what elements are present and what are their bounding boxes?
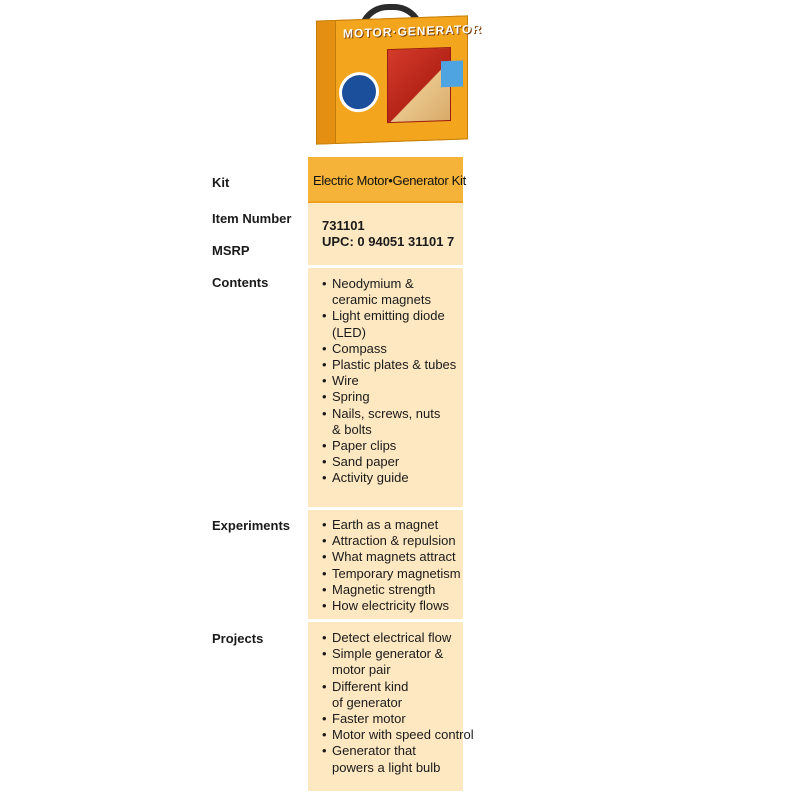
divider-contents xyxy=(308,265,463,268)
label-kit: Kit xyxy=(212,175,230,190)
list-item: • Compass xyxy=(322,341,456,357)
projects-list xyxy=(322,630,474,776)
list-item: (LED) xyxy=(332,324,366,340)
list-item: • Light emitting diode xyxy=(322,308,456,324)
list-item: • Detect electrical flow xyxy=(322,630,474,646)
divider-experiments xyxy=(308,507,463,510)
box-badge xyxy=(339,71,379,112)
experiments-list xyxy=(322,517,461,614)
list-item: motor pair xyxy=(332,662,391,678)
upc-value: UPC: 0 94051 31101 7 xyxy=(322,234,455,249)
label-experiments: Experiments xyxy=(212,518,291,533)
list-item: • Paper clips xyxy=(322,438,456,454)
list-item: • Motor with speed control xyxy=(322,727,474,743)
list-item: • What magnets attract xyxy=(322,549,461,565)
box-spine xyxy=(317,21,336,144)
box-title: MOTOR·GENERATOR xyxy=(343,21,483,41)
list-item: • Faster motor xyxy=(322,711,474,727)
box-sticker xyxy=(441,61,463,88)
label-contents: Contents xyxy=(212,275,269,290)
list-item: • Magnetic strength xyxy=(322,582,461,598)
box-front xyxy=(316,15,483,144)
list-item: • Plastic plates & tubes xyxy=(322,357,456,373)
list-item: ceramic magnets xyxy=(332,292,431,308)
list-item: powers a light bulb xyxy=(332,759,441,775)
product-box-image xyxy=(316,4,483,144)
list-item: • Spring xyxy=(322,389,456,405)
list-item: • Attraction & repulsion xyxy=(322,533,461,549)
list-item: • Earth as a magnet xyxy=(322,517,461,533)
list-item: • Activity guide xyxy=(322,470,456,486)
spec-table xyxy=(308,157,474,791)
label-projects: Projects xyxy=(212,631,264,646)
label-msrp: MSRP xyxy=(212,243,250,258)
list-item: • How electricity flows xyxy=(322,598,461,614)
divider-projects xyxy=(308,619,463,622)
kit-name: Electric Motor•Generator Kit xyxy=(313,173,466,188)
contents-list xyxy=(322,276,456,487)
item-number-value: 731101 xyxy=(322,218,365,233)
list-item: of generator xyxy=(332,694,403,710)
list-item: & bolts xyxy=(332,421,372,437)
list-item: • Temporary magnetism xyxy=(322,566,461,582)
list-item: • Generator that xyxy=(322,743,474,759)
list-item: • Neodymium & xyxy=(322,276,456,292)
list-item: • Sand paper xyxy=(322,454,456,470)
list-item: • Simple generator & xyxy=(322,646,474,662)
list-item: • Nails, screws, nuts xyxy=(322,406,456,422)
label-item-number: Item Number xyxy=(212,211,292,226)
list-item: • Wire xyxy=(322,373,456,389)
kit-header xyxy=(308,157,466,203)
list-item: • Different kind xyxy=(322,679,474,695)
